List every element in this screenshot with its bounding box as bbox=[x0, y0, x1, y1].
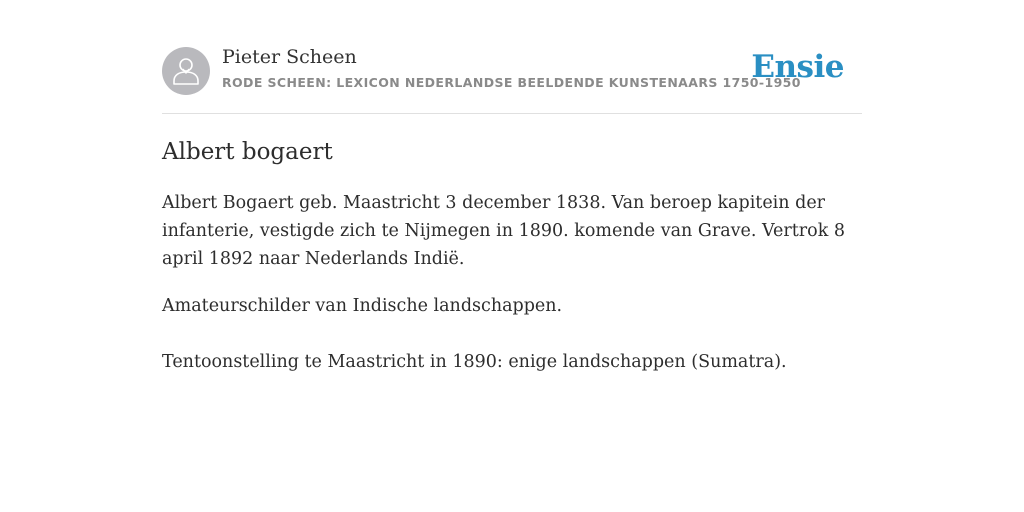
entry-header bbox=[162, 45, 862, 114]
page-title: Albert bogaert bbox=[162, 139, 333, 165]
article-paragraph: Tentoonstelling te Maastricht in 1890: enige landschappen (Sumatra). bbox=[162, 352, 787, 372]
article-body bbox=[162, 136, 862, 395]
article-paragraph: Amateurschilder van Indische landschappen. bbox=[162, 296, 563, 316]
source-title[interactable]: RODE SCHEEN: LEXICON NEDERLANDSE BEELDENDE KUNSTENAARS 1750-1950 bbox=[222, 75, 801, 90]
user-icon bbox=[172, 56, 200, 86]
author-avatar[interactable] bbox=[162, 47, 210, 95]
author-name[interactable]: Pieter Scheen bbox=[222, 46, 357, 68]
article-paragraph: Albert Bogaert geb. Maastricht 3 december 1838. Van beroep kapitein der infanterie, vestigde zich te Nijmegen in 1890. komende van Grave. Vertrok 8 april 1892 naar Nederlands Indië. bbox=[162, 193, 846, 269]
ensie-logo[interactable]: Ensie bbox=[751, 49, 844, 85]
